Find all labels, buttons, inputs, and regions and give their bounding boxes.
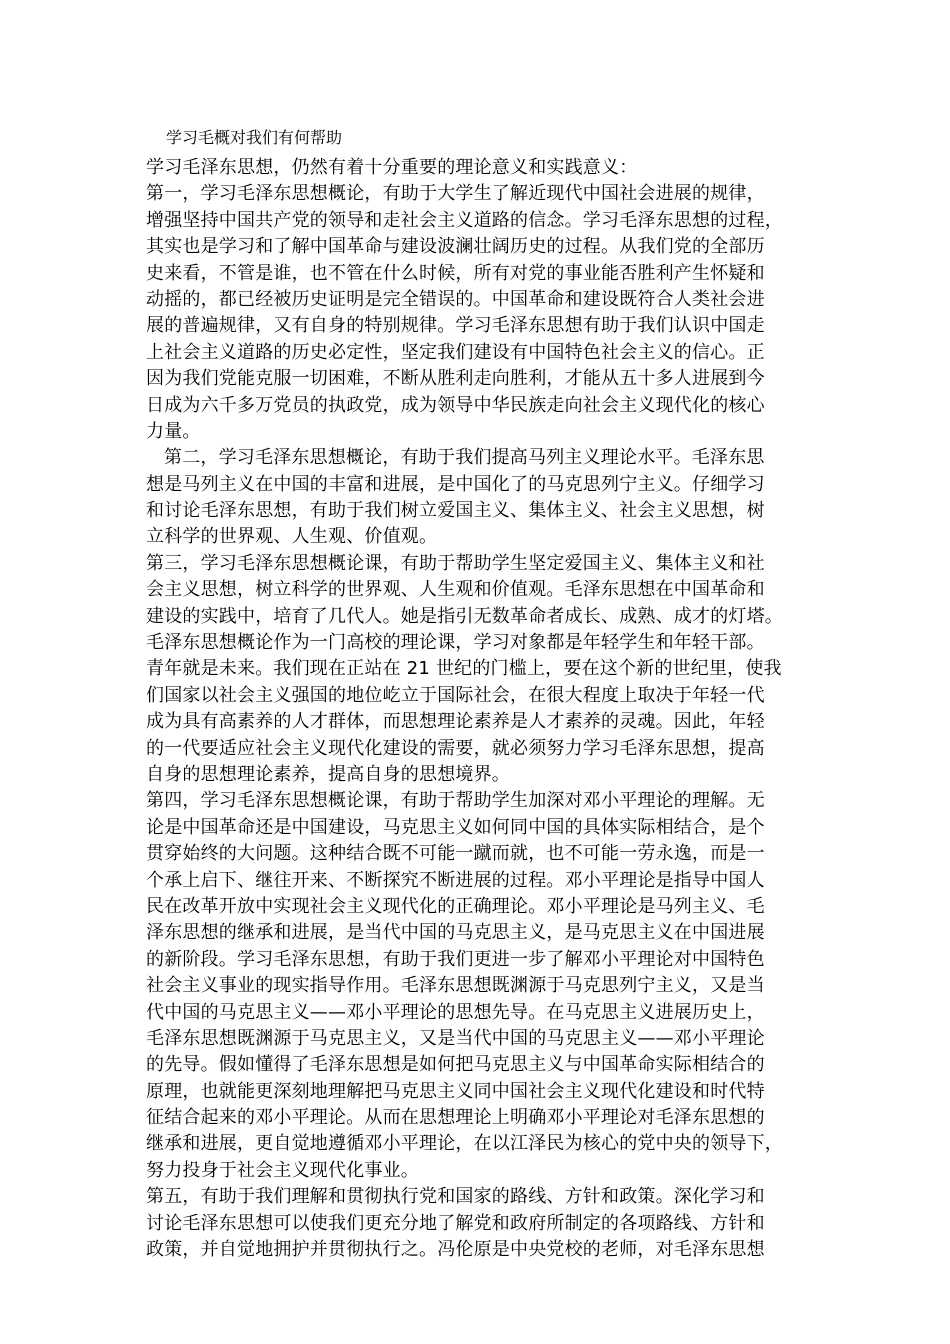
text-line: 泽东思想的继承和进展，是当代中国的马克思主义，是马克思主义在中国进展 (146, 922, 765, 944)
text-line: 第五，有助于我们理解和贯彻执行党和国家的路线、方针和政策。深化学习和 (146, 1186, 765, 1208)
text-line: 民在改革开放中实现社会主义现代化的正确理论。邓小平理论是马列主义、毛 (146, 895, 765, 917)
text-line: 第三，学习毛泽东思想概论课，有助于帮助学生坚定爱国主义、集体主义和社 (146, 552, 765, 574)
document-body (146, 155, 826, 1263)
text-line: 上社会主义道路的历史必定性，坚定我们建设有中国特色社会主义的信心。正 (146, 341, 765, 363)
text-line: 和讨论毛泽东思想，有助于我们树立爱国主义、集体主义、社会主义思想，树 (146, 500, 765, 522)
text-line: 增强坚持中国共产党的领导和走社会主义道路的信念。学习毛泽东思想的过程， (146, 209, 783, 231)
text-line: 成为具有高素养的人才群体，而思想理论素养是人才素养的灵魂。因此，年轻 (146, 711, 765, 733)
text-line: 征结合起来的邓小平理论。从而在思想理论上明确邓小平理论对毛泽东思想的 (146, 1107, 765, 1129)
document-title: 学习毛概对我们有何帮助 (166, 128, 343, 147)
text-line: 的一代要适应社会主义现代化建设的需要，就必须努力学习毛泽东思想，提高 (146, 737, 765, 759)
text-line: 第四，学习毛泽东思想概论课，有助于帮助学生加深对邓小平理论的理解。无 (146, 790, 765, 812)
text-line: 论是中国革命还是中国建设，马克思主义如何同中国的具体实际相结合，是个 (146, 816, 765, 838)
text-line: 会主义思想，树立科学的世界观、人生观和价值观。毛泽东思想在中国革命和 (146, 579, 765, 601)
text-line: 政策，并自觉地拥护并贯彻执行之。冯伦原是中央党校的老师，对毛泽东思想 (146, 1239, 765, 1261)
text-line: 第一，学习毛泽东思想概论，有助于大学生了解近现代中国社会进展的规律， (146, 183, 765, 205)
text-line: 建设的实践中，培育了几代人。她是指引无数革命者成长、成熟、成才的灯塔。 (146, 605, 783, 627)
text-line: 原理，也就能更深刻地理解把马克思主义同中国社会主义现代化建设和时代特 (146, 1080, 765, 1102)
text-line: 史来看，不管是谁，也不管在什么时候，所有对党的事业能否胜利产生怀疑和 (146, 262, 765, 284)
text-line: 因为我们党能克服一切困难，不断从胜利走向胜利，才能从五十多人进展到今 (146, 368, 765, 390)
text-line: 的新阶段。学习毛泽东思想，有助于我们更进一步了解邓小平理论对中国特色 (146, 948, 765, 970)
text-line: 青年就是未来。我们现在正站在 21 世纪的门槛上，要在这个新的世纪里，使我 (146, 658, 782, 680)
text-line: 贯穿始终的大问题。这种结合既不可能一蹴而就，也不可能一劳永逸，而是一 (146, 843, 765, 865)
text-line: 第二，学习毛泽东思想概论，有助于我们提高马列主义理论水平。毛泽东思 (164, 447, 765, 469)
text-line: 自身的思想理论素养，提高自身的思想境界。 (146, 763, 510, 785)
text-line: 力量。 (146, 420, 201, 442)
text-line: 展的普遍规律，又有自身的特别规律。学习毛泽东思想有助于我们认识中国走 (146, 315, 765, 337)
text-line: 学习毛泽东思想，仍然有着十分重要的理论意义和实践意义： (146, 157, 638, 178)
text-line: 社会主义事业的现实指导作用。毛泽东思想既渊源于马克思列宁主义，又是当 (146, 975, 765, 997)
text-line: 讨论毛泽东思想可以使我们更充分地了解党和政府所制定的各项路线、方针和 (146, 1212, 765, 1234)
text-line: 们国家以社会主义强国的地位屹立于国际社会，在很大程度上取决于年轻一代 (146, 684, 765, 706)
text-line: 个承上启下、继往开来、不断探究不断进展的过程。邓小平理论是指导中国人 (146, 869, 765, 891)
text-line: 毛泽东思想既渊源于马克思主义，又是当代中国的马克思主义——邓小平理论 (146, 1027, 765, 1049)
text-line: 立科学的世界观、人生观、价值观。 (146, 526, 438, 548)
text-line: 想是马列主义在中国的丰富和进展，是中国化了的马克思列宁主义。仔细学习 (146, 473, 765, 495)
text-line: 其实也是学习和了解中国革命与建设波澜壮阔历史的过程。从我们党的全部历 (146, 236, 765, 258)
text-line: 日成为六千多万党员的执政党，成为领导中华民族走向社会主义现代化的核心 (146, 394, 765, 416)
text-line: 继承和进展，更自觉地遵循邓小平理论，在以江泽民为核心的党中央的领导下， (146, 1133, 783, 1155)
text-line: 动摇的，都已经被历史证明是完全错误的。中国革命和建设既符合人类社会进 (146, 288, 765, 310)
text-line: 的先导。假如懂得了毛泽东思想是如何把马克思主义与中国革命实际相结合的 (146, 1054, 765, 1076)
text-line: 努力投身于社会主义现代化事业。 (146, 1159, 419, 1181)
text-line: 毛泽东思想概论作为一门高校的理论课，学习对象都是年轻学生和年轻干部。 (146, 632, 765, 654)
text-line: 代中国的马克思主义——邓小平理论的思想先导。在马克思主义进展历史上， (146, 1001, 765, 1023)
